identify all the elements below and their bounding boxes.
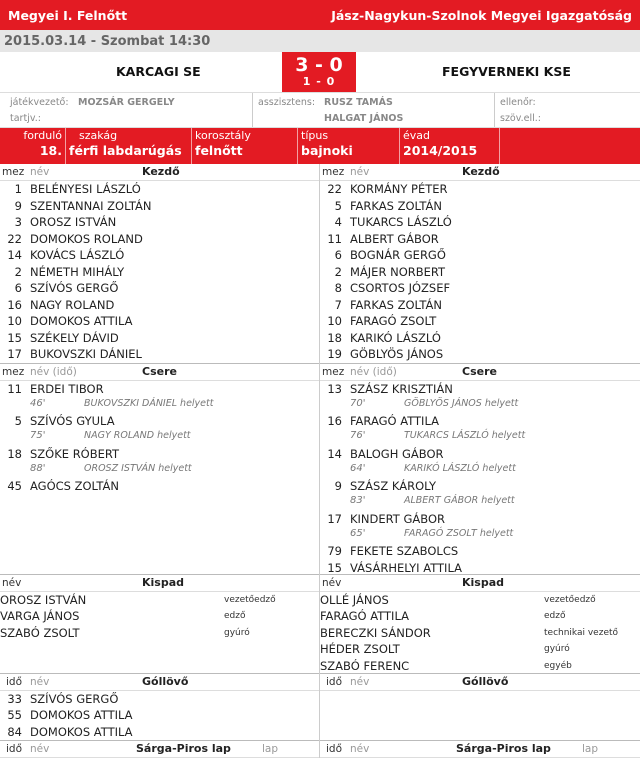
staff-role: gyúró bbox=[224, 627, 250, 638]
header-bar bbox=[0, 0, 640, 30]
reserve-label: tartjv.: bbox=[10, 113, 41, 124]
shirt-number: 17 bbox=[7, 347, 22, 361]
player-row bbox=[0, 181, 319, 198]
branch-cell bbox=[66, 128, 192, 164]
substitute-row bbox=[0, 413, 319, 446]
player-name: BOGNÁR GERGŐ bbox=[350, 248, 446, 262]
home-column bbox=[0, 164, 320, 758]
player-row bbox=[0, 280, 319, 297]
col-card-label: lap bbox=[582, 742, 599, 755]
cards-section bbox=[320, 740, 640, 758]
col-name-label: név bbox=[30, 742, 50, 755]
col-time-label: idő bbox=[6, 742, 23, 755]
age-cell bbox=[192, 128, 298, 164]
col-time-label: idő bbox=[6, 675, 23, 688]
shirt-number: 5 bbox=[14, 414, 22, 428]
scorer-name: DOMOKOS ATTILA bbox=[30, 708, 133, 722]
subs-section bbox=[320, 363, 640, 574]
section-header bbox=[320, 164, 640, 181]
final-score: 3 - 0 bbox=[295, 54, 343, 76]
shirt-number: 19 bbox=[327, 347, 342, 361]
player-name: SZENTANNAI ZOLTÁN bbox=[30, 198, 152, 213]
substitute-row bbox=[320, 381, 640, 414]
substitute-row bbox=[320, 478, 640, 511]
replaced-player: OROSZ ISTVÁN helyett bbox=[84, 462, 192, 474]
shirt-number: 22 bbox=[7, 231, 22, 246]
sub-minute: 76' bbox=[350, 430, 366, 441]
staff-row bbox=[320, 625, 640, 642]
shirt-number: 8 bbox=[334, 281, 342, 295]
player-name: AGÓCS ZOLTÁN bbox=[30, 479, 119, 493]
round-cell bbox=[0, 128, 66, 164]
subs-title: Csere bbox=[462, 364, 497, 378]
lineups bbox=[0, 164, 640, 758]
staff-row bbox=[320, 608, 640, 625]
player-row bbox=[0, 297, 319, 314]
col-mez-label: mez bbox=[322, 365, 345, 378]
section-header bbox=[0, 364, 319, 381]
assistant-1-name: RUSZ TAMÁS bbox=[324, 97, 393, 108]
section-header bbox=[320, 741, 640, 758]
scorers-section bbox=[320, 673, 640, 740]
match-date-bar bbox=[0, 30, 640, 52]
player-name: ERDEI TIBOR bbox=[30, 381, 104, 396]
shirt-number: 16 bbox=[327, 414, 342, 428]
player-row bbox=[0, 214, 319, 231]
sub-minute: 70' bbox=[350, 397, 366, 409]
col-name-label: név bbox=[350, 166, 370, 178]
bench-title: Kispad bbox=[462, 575, 505, 589]
col-name-time-label: név (idő) bbox=[30, 365, 77, 378]
sub-minute: 75' bbox=[30, 430, 46, 441]
staff-row bbox=[0, 592, 319, 609]
col-mez-label: mez bbox=[2, 365, 25, 378]
col-name-label: név bbox=[30, 675, 50, 688]
staff-role: edző bbox=[224, 611, 246, 621]
match-info-row bbox=[0, 128, 640, 164]
col-mez-label: mez bbox=[2, 166, 25, 178]
player-row bbox=[320, 231, 640, 248]
player-name: SZÍVÓS GERGŐ bbox=[30, 281, 119, 295]
scorer-row bbox=[0, 707, 319, 724]
shirt-number: 45 bbox=[7, 479, 22, 493]
age-label: korosztály bbox=[195, 129, 251, 142]
staff-name: SZABÓ ZSOLT bbox=[0, 625, 80, 640]
shirt-number: 6 bbox=[14, 281, 22, 295]
officials-panel bbox=[0, 93, 640, 128]
divider bbox=[252, 93, 253, 127]
player-name: VÁSÁRHELYI ATTILA bbox=[350, 560, 462, 575]
player-row bbox=[0, 264, 319, 281]
player-row bbox=[0, 330, 319, 347]
staff-name: OROSZ ISTVÁN bbox=[0, 592, 87, 607]
staff-row bbox=[0, 608, 319, 625]
player-row bbox=[320, 313, 640, 330]
player-name: FARKAS ZOLTÁN bbox=[350, 198, 442, 213]
player-row bbox=[0, 346, 319, 363]
staff-row bbox=[320, 658, 640, 675]
shirt-number: 2 bbox=[14, 264, 22, 279]
shirt-number: 7 bbox=[334, 297, 342, 312]
col-name-label: név bbox=[2, 576, 22, 589]
col-name-label: név bbox=[350, 742, 370, 755]
referee-name: MOZSÁR GERGELY bbox=[78, 97, 175, 108]
player-name: BELÉNYESI LÁSZLÓ bbox=[30, 182, 141, 196]
staff-name: HÉDER ZSOLT bbox=[320, 642, 400, 656]
player-row bbox=[320, 181, 640, 198]
assistant-2-name: HALGAT JÁNOS bbox=[324, 113, 404, 124]
shirt-number: 15 bbox=[7, 330, 22, 345]
shirt-number: 14 bbox=[7, 248, 22, 262]
shirt-number: 14 bbox=[327, 446, 342, 461]
shirt-number: 11 bbox=[7, 381, 22, 396]
player-name: SZŐKE RÓBERT bbox=[30, 446, 120, 461]
substitute-row bbox=[0, 478, 319, 495]
staff-name: BERECZKI SÁNDOR bbox=[320, 625, 431, 640]
divider bbox=[494, 93, 495, 127]
player-name: MÁJER NORBERT bbox=[350, 264, 446, 279]
shirt-number: 10 bbox=[327, 314, 342, 328]
round-value: 18. bbox=[39, 143, 62, 158]
season-value: 2014/2015 bbox=[403, 143, 478, 158]
col-name-time-label: név (idő) bbox=[350, 365, 397, 378]
shirt-number: 10 bbox=[7, 314, 22, 328]
scorer-row bbox=[0, 691, 319, 708]
player-name: OROSZ ISTVÁN bbox=[30, 215, 117, 229]
goal-minute: 55 bbox=[7, 708, 22, 722]
player-name: FARKAS ZOLTÁN bbox=[350, 297, 442, 312]
staff-name: FARAGÓ ATTILA bbox=[320, 609, 409, 623]
shirt-number: 9 bbox=[14, 198, 22, 213]
scorers-section bbox=[0, 673, 319, 740]
staff-row bbox=[0, 625, 319, 642]
staff-name: OLLÉ JÁNOS bbox=[320, 592, 389, 607]
shirt-number: 3 bbox=[14, 215, 22, 229]
player-row bbox=[320, 214, 640, 231]
player-name: BALOGH GÁBOR bbox=[350, 446, 444, 461]
player-name: KORMÁNY PÉTER bbox=[350, 182, 448, 196]
shirt-number: 4 bbox=[334, 215, 342, 229]
cards-title: Sárga-Piros lap bbox=[456, 741, 551, 755]
player-row bbox=[320, 346, 640, 363]
player-name: FARAGÓ ZSOLT bbox=[350, 314, 437, 328]
staff-row bbox=[320, 592, 640, 609]
player-name: FEKETE SZABOLCS bbox=[350, 544, 459, 558]
player-name: BUKOVSZKI DÁNIEL bbox=[30, 347, 142, 361]
substitute-row bbox=[320, 446, 640, 479]
col-name-label: név bbox=[350, 675, 370, 688]
player-name: NAGY ROLAND bbox=[30, 297, 115, 312]
shirt-number: 17 bbox=[327, 511, 342, 526]
section-header bbox=[320, 674, 640, 691]
shirt-number: 16 bbox=[7, 297, 22, 312]
staff-name: SZABÓ FERENC bbox=[320, 658, 410, 673]
section-header bbox=[320, 575, 640, 592]
replaced-player: GÖBLYÖS JÁNOS helyett bbox=[404, 397, 519, 409]
substitute-row bbox=[320, 543, 640, 560]
subs-section bbox=[0, 363, 319, 574]
substitute-row bbox=[0, 446, 319, 479]
sub-minute: 83' bbox=[350, 495, 366, 506]
player-name: DOMOKOS ROLAND bbox=[30, 231, 143, 246]
player-name: NÉMETH MIHÁLY bbox=[30, 264, 125, 279]
player-row bbox=[0, 231, 319, 248]
round-label: forduló bbox=[23, 129, 62, 142]
player-row bbox=[320, 264, 640, 281]
substitute-row bbox=[320, 413, 640, 446]
section-header bbox=[0, 164, 319, 181]
player-name: SZÁSZ KRISZTIÁN bbox=[350, 381, 453, 396]
referee-label: játékvezető: bbox=[10, 97, 69, 108]
player-name: KOVÁCS LÁSZLÓ bbox=[30, 248, 125, 262]
replaced-player: TUKARCS LÁSZLÓ helyett bbox=[404, 430, 526, 441]
season-label: évad bbox=[403, 129, 431, 142]
player-row bbox=[0, 313, 319, 330]
branch-value: férfi labdarúgás bbox=[69, 143, 182, 158]
section-header bbox=[320, 364, 640, 381]
shirt-number: 11 bbox=[327, 231, 342, 246]
staff-role: technikai vezető bbox=[544, 627, 619, 638]
type-label: típus bbox=[301, 129, 329, 142]
sub-minute: 65' bbox=[350, 527, 366, 539]
scorer-name: SZÍVÓS GERGŐ bbox=[30, 691, 119, 706]
col-time-label: idő bbox=[326, 742, 343, 755]
shirt-number: 1 bbox=[14, 182, 22, 196]
player-row bbox=[320, 297, 640, 314]
sub-minute: 88' bbox=[30, 462, 46, 474]
player-row bbox=[0, 247, 319, 264]
staff-row bbox=[320, 641, 640, 658]
col-name-label: név bbox=[322, 576, 342, 589]
col-time-label: idő bbox=[326, 675, 343, 688]
player-row bbox=[320, 198, 640, 215]
goal-minute: 84 bbox=[7, 724, 22, 739]
player-name: DOMOKOS ATTILA bbox=[30, 314, 133, 328]
player-name: KARIKÓ LÁSZLÓ bbox=[350, 330, 441, 345]
sub-minute: 46' bbox=[30, 397, 46, 409]
staff-role: edző bbox=[544, 611, 566, 621]
section-header bbox=[0, 741, 319, 758]
bench-section bbox=[0, 574, 319, 673]
away-column bbox=[320, 164, 640, 758]
branch-label: szakág bbox=[79, 129, 118, 142]
player-name: GÖBLYÖS JÁNOS bbox=[350, 347, 444, 361]
league-title: Megyei I. Felnőtt bbox=[8, 7, 128, 23]
bench-title: Kispad bbox=[142, 575, 185, 589]
shirt-number: 13 bbox=[327, 381, 342, 396]
scorer-name: DOMOKOS ATTILA bbox=[30, 724, 133, 739]
col-name-label: név bbox=[30, 166, 50, 178]
scorers-title: Góllövő bbox=[142, 674, 189, 688]
substitute-row bbox=[0, 381, 319, 414]
player-row bbox=[320, 330, 640, 347]
info-spacer bbox=[500, 128, 640, 164]
substitute-row bbox=[320, 511, 640, 544]
player-row bbox=[320, 247, 640, 264]
shirt-number: 5 bbox=[334, 198, 342, 213]
shirt-number: 18 bbox=[7, 446, 22, 461]
replaced-player: BUKOVSZKI DÁNIEL helyett bbox=[84, 397, 214, 409]
player-name: FARAGÓ ATTILA bbox=[350, 414, 439, 428]
bench-section bbox=[320, 574, 640, 673]
assistant-label: asszisztens: bbox=[258, 97, 316, 108]
shirt-number: 9 bbox=[334, 479, 342, 493]
association-title: Jász-Nagykun-Szolnok Megyei Igazgatóság bbox=[331, 7, 632, 23]
starters-title: Kezdő bbox=[142, 165, 180, 178]
shirt-number: 6 bbox=[334, 248, 342, 262]
age-value: felnőtt bbox=[195, 143, 243, 158]
staff-role: vezetőedző bbox=[224, 594, 276, 605]
replaced-player: FARAGÓ ZSOLT helyett bbox=[404, 527, 514, 539]
subs-title: Csere bbox=[142, 364, 177, 378]
shirt-number: 15 bbox=[327, 560, 342, 575]
away-team-name: FEGYVERNEKI KSE bbox=[442, 64, 571, 79]
player-name: KINDERT GÁBOR bbox=[350, 511, 445, 526]
player-name: CSORTOS JÓZSEF bbox=[350, 281, 451, 295]
col-card-label: lap bbox=[262, 742, 279, 755]
season-cell bbox=[400, 128, 500, 164]
halftime-score: 1 - 0 bbox=[302, 75, 336, 88]
scorer-row bbox=[0, 724, 319, 741]
staff-role: gyúró bbox=[544, 644, 570, 654]
sub-minute: 64' bbox=[350, 462, 366, 474]
col-mez-label: mez bbox=[322, 166, 345, 178]
player-name: SZÍVÓS GYULA bbox=[30, 414, 115, 428]
staff-role: vezetőedző bbox=[544, 594, 596, 605]
goal-minute: 33 bbox=[7, 691, 22, 706]
section-header bbox=[0, 674, 319, 691]
match-date: 2015.03.14 - Szombat 14:30 bbox=[4, 33, 211, 49]
shirt-number: 2 bbox=[334, 264, 342, 279]
player-row bbox=[0, 198, 319, 215]
type-cell bbox=[298, 128, 400, 164]
replaced-player: NAGY ROLAND helyett bbox=[84, 430, 191, 441]
cards-section bbox=[0, 740, 319, 758]
player-name: ALBERT GÁBOR bbox=[350, 231, 439, 246]
player-row bbox=[320, 280, 640, 297]
shirt-number: 18 bbox=[327, 330, 342, 345]
union-controller-label: szöv.ell.: bbox=[500, 113, 541, 124]
starters-title: Kezdő bbox=[462, 165, 500, 178]
shirt-number: 22 bbox=[327, 182, 342, 196]
scoreboard bbox=[0, 52, 640, 93]
player-name: TUKARCS LÁSZLÓ bbox=[350, 215, 452, 229]
controller-label: ellenőr: bbox=[500, 97, 536, 108]
staff-role: egyéb bbox=[544, 660, 572, 671]
staff-name: VARGA JÁNOS bbox=[0, 609, 80, 623]
type-value: bajnoki bbox=[301, 143, 353, 158]
player-name: SZÁSZ KÁROLY bbox=[350, 479, 437, 493]
scorers-title: Góllövő bbox=[462, 674, 509, 688]
home-team-name: KARCAGI SE bbox=[116, 64, 201, 79]
cards-title: Sárga-Piros lap bbox=[136, 741, 231, 755]
replaced-player: KARIKÓ LÁSZLÓ helyett bbox=[404, 462, 516, 474]
section-header bbox=[0, 575, 319, 592]
shirt-number: 79 bbox=[327, 544, 342, 558]
replaced-player: ALBERT GÁBOR helyett bbox=[404, 495, 515, 506]
score-box bbox=[282, 52, 356, 92]
player-name: SZÉKELY DÁVID bbox=[30, 330, 119, 345]
